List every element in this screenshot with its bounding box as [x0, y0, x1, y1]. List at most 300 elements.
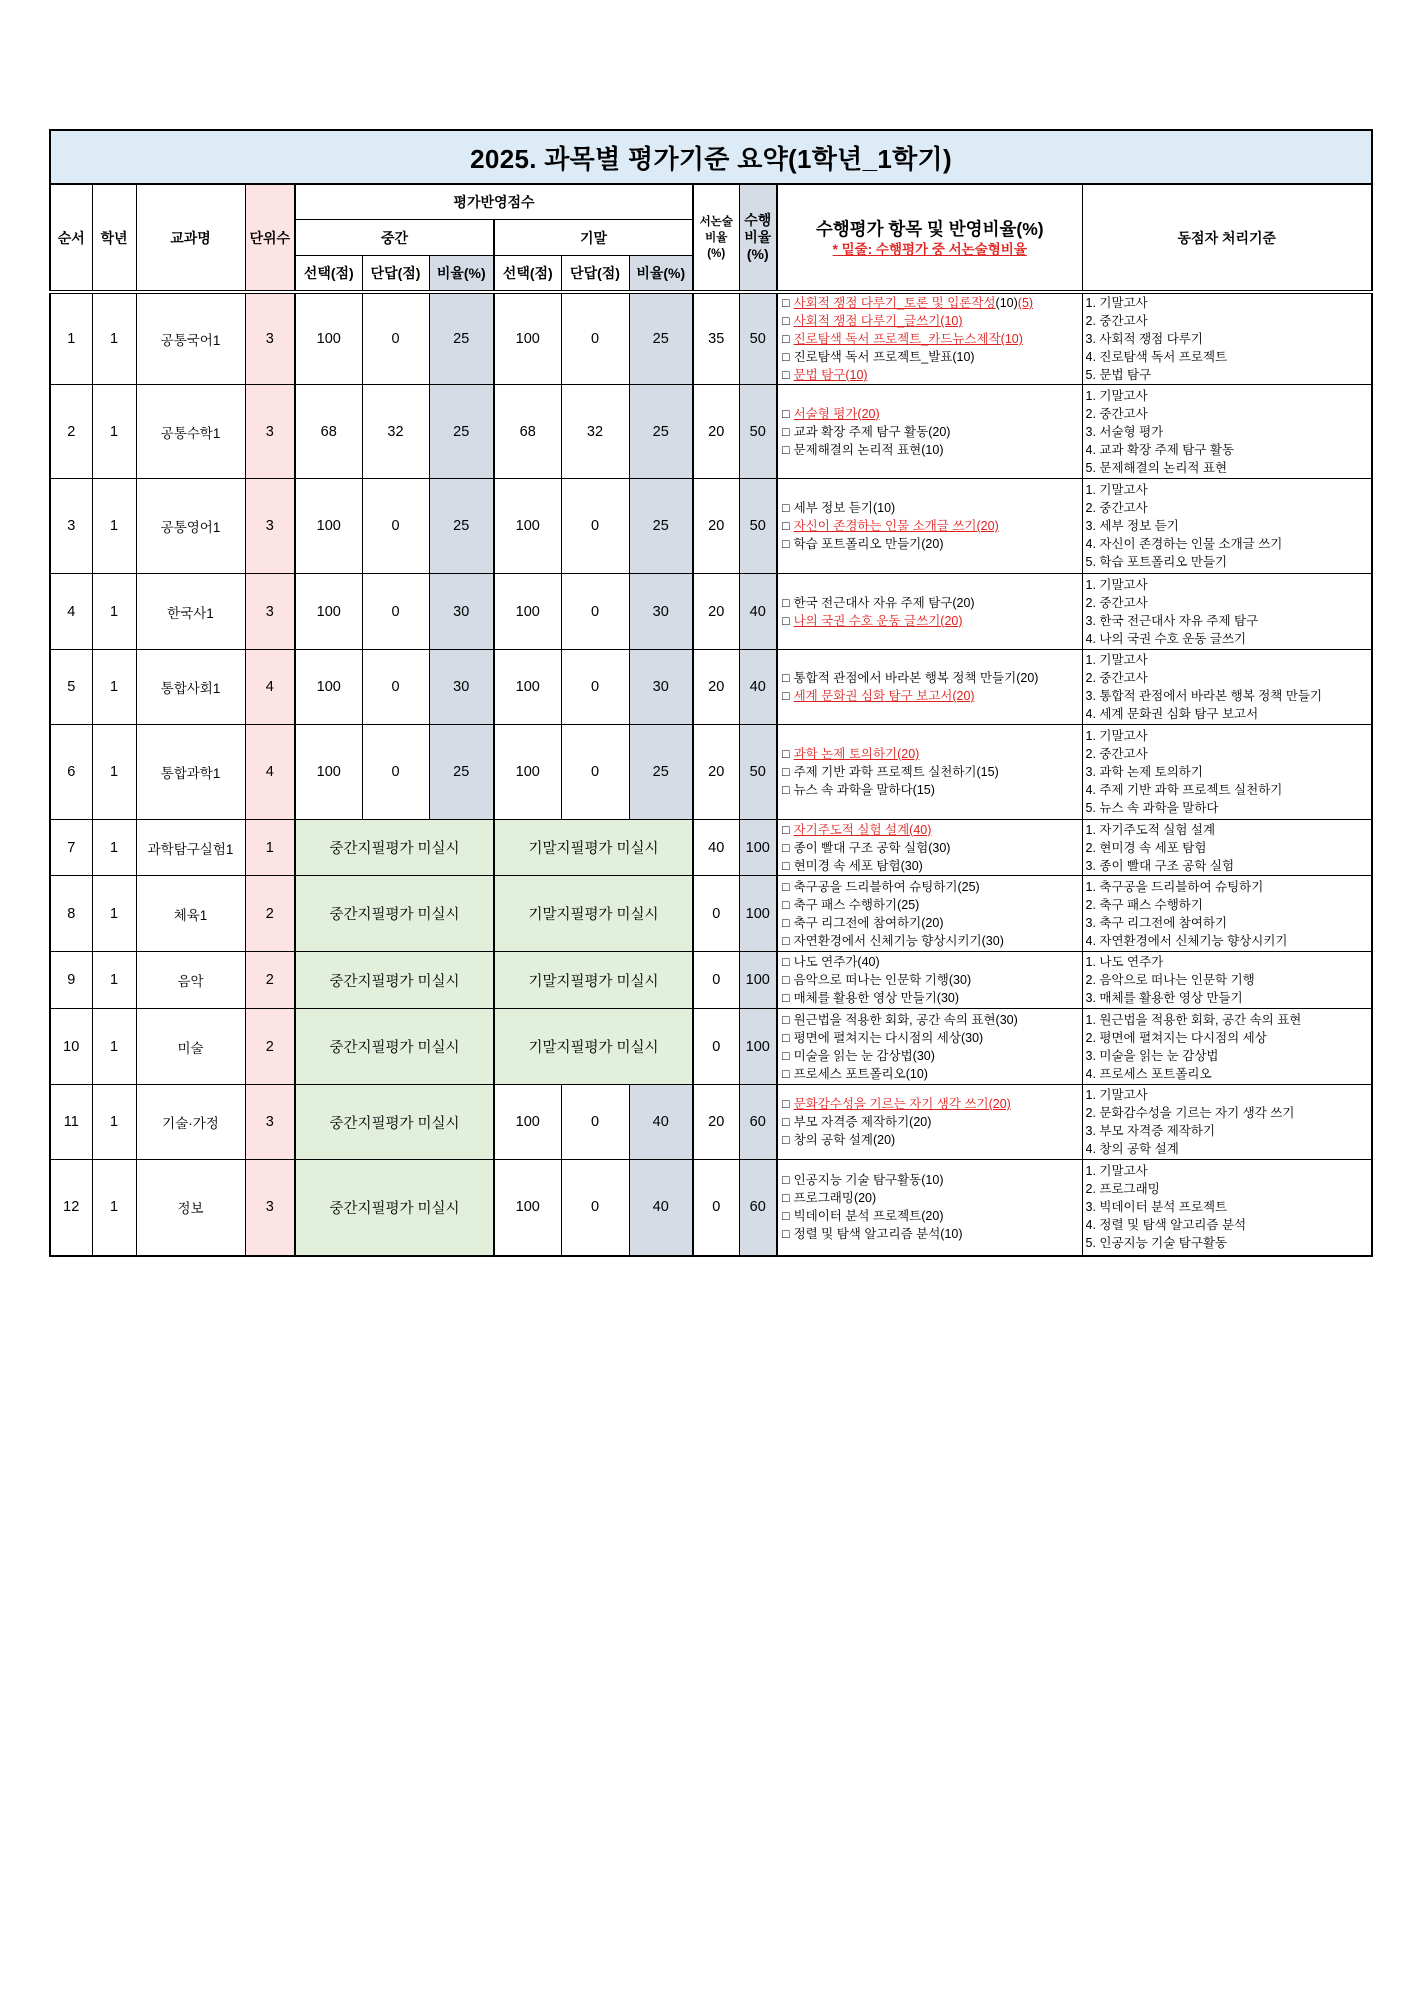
- evaluation-summary-table: [49, 129, 1373, 1257]
- subject-cell: 공통수학1: [136, 385, 245, 479]
- essay-item-text: (5): [1017, 296, 1034, 310]
- essay-ratio-cell: 0: [693, 876, 739, 952]
- performance-item: [782, 971, 1082, 989]
- performance-item: [782, 1029, 1082, 1047]
- performance-item: [782, 330, 1082, 348]
- checkbox-icon: □: [782, 955, 790, 969]
- essay-item-text: 과학 논제 토의하기(20): [793, 747, 920, 761]
- item-text: 프로세스 포트폴리오(10): [793, 1066, 928, 1081]
- midterm-select-score: 100: [295, 292, 362, 385]
- item-text: 종이 빨대 구조 공학 실험(30): [793, 840, 951, 855]
- final-short-answer-score: 0: [561, 1085, 629, 1160]
- checkbox-icon: □: [782, 1209, 790, 1224]
- checkbox-icon: □: [782, 897, 790, 912]
- checkbox-icon: □: [782, 350, 790, 364]
- tiebreak-rule: 1. 원근법을 적용한 회화, 공간 속의 표현: [1085, 1012, 1302, 1027]
- item-text: 미술을 읽는 눈 감상법(30): [793, 1048, 935, 1063]
- performance-item: [782, 1095, 1082, 1113]
- table-row: [50, 574, 1372, 650]
- midterm-ratio: 25: [429, 479, 494, 574]
- table-row: [50, 1085, 1372, 1160]
- units-cell: 4: [245, 725, 295, 820]
- item-text: 나도 연주가(40): [793, 955, 880, 969]
- final-short-answer-score: 0: [561, 650, 629, 725]
- item-text: (10): [995, 296, 1018, 310]
- performance-item: [782, 1131, 1082, 1149]
- performance-ratio-cell: 50: [739, 479, 777, 574]
- item-text: 진로탐색 독서 프로젝트_발표(10): [793, 350, 975, 364]
- tiebreak-rule: 4. 자신이 존경하는 인물 소개글 쓰기: [1085, 537, 1283, 551]
- performance-item: [782, 781, 1082, 799]
- item-text: 인공지능 기술 탐구활동(10): [793, 1173, 944, 1188]
- performance-item: [782, 687, 1082, 705]
- performance-ratio-cell: 40: [739, 650, 777, 725]
- grade-cell: 1: [92, 1009, 136, 1085]
- item-text: 세부 정보 듣기(10): [793, 501, 896, 515]
- performance-item: [782, 441, 1082, 459]
- performance-items-cell: [777, 952, 1082, 1009]
- final-ratio: 30: [629, 650, 693, 725]
- performance-item: [782, 932, 1082, 950]
- item-text: 평면에 펼쳐지는 다시점의 세상(30): [793, 1030, 984, 1045]
- header-performance-items: [777, 184, 1082, 292]
- tiebreak-rule: 1. 자기주도적 실험 설계: [1085, 822, 1216, 837]
- final-short-answer-score: 0: [561, 479, 629, 574]
- midterm-select-score: 100: [295, 574, 362, 650]
- essay-ratio-cell: 20: [693, 385, 739, 479]
- grade-cell: 1: [92, 820, 136, 876]
- performance-item: [782, 1207, 1082, 1225]
- checkbox-icon: □: [782, 973, 790, 987]
- tiebreak-rule: 1. 기말고사: [1085, 388, 1148, 403]
- order-cell: 2: [50, 385, 92, 479]
- midterm-short-answer-score: 0: [362, 574, 429, 650]
- performance-item: [782, 989, 1082, 1007]
- subject-cell: 정보: [136, 1160, 245, 1256]
- final-select-score: 100: [494, 1160, 561, 1256]
- performance-items-cell: [777, 820, 1082, 876]
- final-not-held-cell: 기말지필평가 미실시: [494, 820, 693, 876]
- checkbox-icon: □: [782, 1227, 790, 1242]
- performance-item: [782, 517, 1082, 535]
- tiebreak-rule: 3. 통합적 관점에서 바라본 행복 정책 만들기: [1085, 689, 1323, 703]
- checkbox-icon: □: [782, 368, 790, 382]
- performance-ratio-cell: 50: [739, 292, 777, 385]
- tiebreak-rule: 1. 기말고사: [1085, 577, 1148, 592]
- essay-item-text: 문화감수성을 기르는 자기 생각 쓰기(20): [793, 1097, 1011, 1111]
- performance-item: [782, 953, 1082, 971]
- grade-cell: 1: [92, 385, 136, 479]
- tiebreak-rule: 5. 문법 탐구: [1085, 368, 1152, 382]
- item-text: 매체를 활용한 영상 만들기(30): [793, 991, 960, 1005]
- midterm-ratio: 30: [429, 650, 494, 725]
- final-short-answer-score: 0: [561, 292, 629, 385]
- tiebreak-rule: 1. 기말고사: [1085, 1164, 1148, 1179]
- essay-item-text: 세계 문화권 심화 탐구 보고서(20): [793, 689, 975, 703]
- tiebreak-cell: [1082, 479, 1372, 574]
- tiebreak-rule: 2. 음악으로 떠나는 인문학 기행: [1085, 973, 1255, 987]
- performance-item: [782, 348, 1082, 366]
- essay-item-text: 진로탐색 독서 프로젝트_카드뉴스제작(10): [793, 332, 1023, 346]
- table-row: [50, 725, 1372, 820]
- performance-item: [782, 763, 1082, 781]
- checkbox-icon: □: [782, 765, 790, 779]
- tiebreak-cell: [1082, 725, 1372, 820]
- tiebreak-rule: 3. 과학 논제 토의하기: [1085, 765, 1203, 779]
- item-text: 문제해결의 논리적 표현(10): [793, 442, 944, 457]
- essay-ratio-cell: 40: [693, 820, 739, 876]
- performance-item: [782, 1113, 1082, 1131]
- header-tiebreak: 동점자 처리기준: [1082, 184, 1372, 292]
- units-cell: 2: [245, 952, 295, 1009]
- performance-ratio-cell: 40: [739, 574, 777, 650]
- checkbox-icon: □: [782, 519, 790, 533]
- item-text: 부모 자격증 제작하기(20): [793, 1115, 932, 1129]
- tiebreak-rule: 2. 프로그래밍: [1085, 1182, 1160, 1197]
- order-cell: 12: [50, 1160, 92, 1256]
- item-text: 한국 전근대사 자유 주제 탐구(20): [793, 595, 975, 610]
- item-text: 자연환경에서 신체기능 향상시키기(30): [793, 933, 1004, 948]
- order-cell: 11: [50, 1085, 92, 1160]
- item-text: 현미경 속 세포 탐험(30): [793, 858, 923, 873]
- order-cell: 4: [50, 574, 92, 650]
- subject-cell: 한국사1: [136, 574, 245, 650]
- checkbox-icon: □: [782, 537, 790, 551]
- final-ratio: 25: [629, 292, 693, 385]
- essay-ratio-cell: 20: [693, 725, 739, 820]
- checkbox-icon: □: [782, 1030, 790, 1045]
- essay-ratio-cell: 20: [693, 479, 739, 574]
- header-essay-ratio: 서논술 비율 (%): [693, 184, 739, 292]
- header-grade: 학년: [92, 184, 136, 292]
- tiebreak-rule: 1. 기말고사: [1085, 1088, 1148, 1102]
- performance-item: [782, 1171, 1082, 1189]
- performance-item: [782, 1225, 1082, 1243]
- midterm-short-answer-score: 32: [362, 385, 429, 479]
- final-select-score: 100: [494, 725, 561, 820]
- performance-ratio-cell: 100: [739, 876, 777, 952]
- final-short-answer-score: 0: [561, 1160, 629, 1256]
- tiebreak-rule: 2. 중간고사: [1085, 314, 1148, 328]
- performance-item: [782, 312, 1082, 330]
- header-performance-ratio: 수행 비율 (%): [739, 184, 777, 292]
- essay-ratio-cell: 20: [693, 1085, 739, 1160]
- performance-item: [782, 878, 1082, 896]
- midterm-select-score: 100: [295, 725, 362, 820]
- tiebreak-rule: 3. 종이 빨대 구조 공학 실험: [1085, 858, 1235, 873]
- midterm-select-score: 100: [295, 479, 362, 574]
- order-cell: 6: [50, 725, 92, 820]
- final-select-score: 100: [494, 1085, 561, 1160]
- checkbox-icon: □: [782, 1097, 790, 1111]
- performance-item: [782, 857, 1082, 875]
- tiebreak-rule: 2. 중간고사: [1085, 406, 1148, 421]
- final-ratio: 25: [629, 479, 693, 574]
- order-cell: 3: [50, 479, 92, 574]
- final-select-score: 100: [494, 292, 561, 385]
- item-text: 창의 공학 설계(20): [793, 1133, 896, 1147]
- midterm-not-held-cell: 중간지필평가 미실시: [295, 820, 494, 876]
- units-cell: 2: [245, 1009, 295, 1085]
- tiebreak-rule: 2. 중간고사: [1085, 671, 1148, 685]
- checkbox-icon: □: [782, 296, 790, 310]
- tiebreak-rule: 1. 기말고사: [1085, 653, 1148, 667]
- header-order: 순서: [50, 184, 92, 292]
- tiebreak-rule: 1. 기말고사: [1085, 483, 1148, 497]
- header-midterm: 중간: [295, 220, 494, 256]
- checkbox-icon: □: [782, 1066, 790, 1081]
- midterm-ratio: 30: [429, 574, 494, 650]
- checkbox-icon: □: [782, 314, 790, 328]
- header-score-reflection: 평가반영점수: [295, 184, 693, 220]
- tiebreak-rule: 2. 중간고사: [1085, 747, 1148, 761]
- final-ratio: 25: [629, 725, 693, 820]
- checkbox-icon: □: [782, 822, 790, 837]
- units-cell: 1: [245, 820, 295, 876]
- order-cell: 10: [50, 1009, 92, 1085]
- essay-ratio-cell: 35: [693, 292, 739, 385]
- order-cell: 7: [50, 820, 92, 876]
- item-text: 교과 확장 주제 탐구 활동(20): [793, 424, 951, 439]
- table-row: [50, 1009, 1372, 1085]
- performance-ratio-cell: 50: [739, 725, 777, 820]
- tiebreak-rule: 5. 학습 포트폴리오 만들기: [1085, 555, 1228, 569]
- performance-items-cell: [777, 479, 1082, 574]
- performance-items-cell: [777, 1009, 1082, 1085]
- performance-item: [782, 914, 1082, 932]
- midterm-not-held-cell: 중간지필평가 미실시: [295, 876, 494, 952]
- performance-item: [782, 839, 1082, 857]
- performance-ratio-cell: 50: [739, 385, 777, 479]
- final-not-held-cell: 기말지필평가 미실시: [494, 876, 693, 952]
- header-midterm-ratio: 비율(%): [429, 256, 494, 293]
- tiebreak-rule: 1. 나도 연주가: [1085, 955, 1164, 969]
- units-cell: 3: [245, 1160, 295, 1256]
- checkbox-icon: □: [782, 747, 790, 761]
- essay-ratio-cell: 0: [693, 1160, 739, 1256]
- order-cell: 5: [50, 650, 92, 725]
- grade-cell: 1: [92, 876, 136, 952]
- subject-cell: 미술: [136, 1009, 245, 1085]
- performance-items-cell: [777, 385, 1082, 479]
- final-short-answer-score: 0: [561, 574, 629, 650]
- table-row: [50, 876, 1372, 952]
- table-row: [50, 385, 1372, 479]
- subject-cell: 공통영어1: [136, 479, 245, 574]
- performance-item: [782, 294, 1082, 312]
- item-text: 정렬 및 탐색 알고리즘 분석(10): [793, 1227, 963, 1242]
- performance-items-cell: [777, 292, 1082, 385]
- subject-cell: 통합사회1: [136, 650, 245, 725]
- tiebreak-cell: [1082, 952, 1372, 1009]
- subject-cell: 과학탐구실험1: [136, 820, 245, 876]
- checkbox-icon: □: [782, 613, 790, 628]
- midterm-select-score: 100: [295, 650, 362, 725]
- performance-item: [782, 405, 1082, 423]
- checkbox-icon: □: [782, 424, 790, 439]
- item-text: 빅데이터 분석 프로젝트(20): [793, 1209, 944, 1224]
- checkbox-icon: □: [782, 406, 790, 421]
- grade-cell: 1: [92, 574, 136, 650]
- tiebreak-rule: 2. 평면에 펼쳐지는 다시점의 세상: [1085, 1030, 1267, 1045]
- header-final-short: 단답(점): [561, 256, 629, 293]
- final-ratio: 40: [629, 1085, 693, 1160]
- tiebreak-rule: 3. 한국 전근대사 자유 주제 탐구: [1085, 613, 1259, 628]
- order-cell: 1: [50, 292, 92, 385]
- table-row: [50, 952, 1372, 1009]
- checkbox-icon: □: [782, 991, 790, 1005]
- performance-item: [782, 896, 1082, 914]
- subject-cell: 체육1: [136, 876, 245, 952]
- tiebreak-cell: [1082, 650, 1372, 725]
- essay-item-text: 사회적 쟁점 다루기_토론 및 입론작성: [793, 296, 996, 310]
- subject-cell: 공통국어1: [136, 292, 245, 385]
- final-ratio: 25: [629, 385, 693, 479]
- midterm-select-score: 68: [295, 385, 362, 479]
- tiebreak-rule: 4. 주제 기반 과학 프로젝트 실천하기: [1085, 783, 1283, 797]
- essay-ratio-cell: 0: [693, 1009, 739, 1085]
- header-final: 기말: [494, 220, 693, 256]
- tiebreak-rule: 4. 자연환경에서 신체기능 향상시키기: [1085, 933, 1288, 948]
- units-cell: 3: [245, 1085, 295, 1160]
- tiebreak-rule: 4. 세계 문화권 심화 탐구 보고서: [1085, 707, 1259, 721]
- header-subject: 교과명: [136, 184, 245, 292]
- header-midterm-select: 선택(점): [295, 256, 362, 293]
- table-row: [50, 292, 1372, 385]
- checkbox-icon: □: [782, 783, 790, 797]
- midterm-short-answer-score: 0: [362, 292, 429, 385]
- performance-item: [782, 612, 1082, 630]
- performance-item: [782, 535, 1082, 553]
- item-text: 통합적 관점에서 바라본 행복 정책 만들기(20): [793, 671, 1039, 685]
- essay-ratio-cell: 20: [693, 650, 739, 725]
- final-not-held-cell: 기말지필평가 미실시: [494, 1009, 693, 1085]
- item-text: 프로그래밍(20): [793, 1191, 877, 1206]
- checkbox-icon: □: [782, 442, 790, 457]
- tiebreak-cell: [1082, 292, 1372, 385]
- grade-cell: 1: [92, 1160, 136, 1256]
- midterm-ratio: 25: [429, 725, 494, 820]
- midterm-not-held-cell: 중간지필평가 미실시: [295, 952, 494, 1009]
- tiebreak-rule: 2. 문화감수성을 기르는 자기 생각 쓰기: [1085, 1106, 1295, 1120]
- tiebreak-rule: 4. 프로세스 포트폴리오: [1085, 1066, 1212, 1081]
- checkbox-icon: □: [782, 840, 790, 855]
- performance-ratio-cell: 60: [739, 1160, 777, 1256]
- tiebreak-rule: 2. 중간고사: [1085, 501, 1148, 515]
- tiebreak-cell: [1082, 876, 1372, 952]
- grade-cell: 1: [92, 650, 136, 725]
- checkbox-icon: □: [782, 915, 790, 930]
- performance-item: [782, 366, 1082, 384]
- header-units: 단위수: [245, 184, 295, 292]
- tiebreak-rule: 4. 교과 확장 주제 탐구 활동: [1085, 442, 1235, 457]
- order-cell: 9: [50, 952, 92, 1009]
- tiebreak-rule: 2. 중간고사: [1085, 595, 1148, 610]
- performance-item: [782, 669, 1082, 687]
- tiebreak-cell: [1082, 385, 1372, 479]
- tiebreak-cell: [1082, 1085, 1372, 1160]
- checkbox-icon: □: [782, 671, 790, 685]
- grade-cell: 1: [92, 952, 136, 1009]
- final-select-score: 100: [494, 574, 561, 650]
- performance-ratio-cell: 60: [739, 1085, 777, 1160]
- essay-item-text: 사회적 쟁점 다루기_글쓰기(10): [793, 314, 963, 328]
- table-row: [50, 479, 1372, 574]
- final-select-score: 68: [494, 385, 561, 479]
- header-midterm-short: 단답(점): [362, 256, 429, 293]
- tiebreak-rule: 1. 축구공을 드리블하여 슈팅하기: [1085, 879, 1264, 894]
- final-not-held-cell: 기말지필평가 미실시: [494, 952, 693, 1009]
- checkbox-icon: □: [782, 858, 790, 873]
- essay-item-text: 나의 국권 수호 운동 글쓰기(20): [793, 613, 963, 628]
- tiebreak-rule: 3. 부모 자격증 제작하기: [1085, 1124, 1216, 1138]
- checkbox-icon: □: [782, 595, 790, 610]
- tiebreak-rule: 3. 매체를 활용한 영상 만들기: [1085, 991, 1243, 1005]
- checkbox-icon: □: [782, 1133, 790, 1147]
- essay-item-text: 문법 탐구(10): [793, 368, 868, 382]
- performance-item: [782, 499, 1082, 517]
- tiebreak-rule: 4. 나의 국권 수호 운동 글쓰기: [1085, 631, 1247, 646]
- header-final-select: 선택(점): [494, 256, 561, 293]
- tiebreak-rule: 2. 축구 패스 수행하기: [1085, 897, 1203, 912]
- performance-ratio-cell: 100: [739, 1009, 777, 1085]
- final-ratio: 40: [629, 1160, 693, 1256]
- item-text: 원근법을 적용한 회화, 공간 속의 표현(30): [793, 1012, 1018, 1027]
- units-cell: 3: [245, 479, 295, 574]
- midterm-not-held-cell: 중간지필평가 미실시: [295, 1085, 494, 1160]
- checkbox-icon: □: [782, 332, 790, 346]
- performance-items-title: 수행평가 항목 및 반영비율(%): [815, 218, 1044, 239]
- tiebreak-cell: [1082, 1009, 1372, 1085]
- tiebreak-rule: 1. 기말고사: [1085, 729, 1148, 743]
- performance-item: [782, 594, 1082, 612]
- tiebreak-rule: 3. 축구 리그전에 참여하기: [1085, 915, 1228, 930]
- performance-item: [782, 745, 1082, 763]
- performance-items-cell: [777, 1160, 1082, 1256]
- units-cell: 3: [245, 385, 295, 479]
- item-text: 주제 기반 과학 프로젝트 실천하기(15): [793, 765, 999, 779]
- performance-items-cell: [777, 725, 1082, 820]
- checkbox-icon: □: [782, 501, 790, 515]
- grade-cell: 1: [92, 1085, 136, 1160]
- essay-item-text: 자신이 존경하는 인물 소개글 쓰기(20): [793, 519, 999, 533]
- final-select-score: 100: [494, 479, 561, 574]
- table-row: [50, 820, 1372, 876]
- performance-ratio-cell: 100: [739, 952, 777, 1009]
- checkbox-icon: □: [782, 1115, 790, 1129]
- tiebreak-cell: [1082, 820, 1372, 876]
- midterm-short-answer-score: 0: [362, 479, 429, 574]
- tiebreak-rule: 1. 기말고사: [1085, 296, 1148, 310]
- tiebreak-cell: [1082, 1160, 1372, 1256]
- item-text: 축구 패스 수행하기(25): [793, 897, 920, 912]
- item-text: 학습 포트폴리오 만들기(20): [793, 537, 944, 551]
- checkbox-icon: □: [782, 1191, 790, 1206]
- performance-item: [782, 821, 1082, 839]
- midterm-short-answer-score: 0: [362, 725, 429, 820]
- units-cell: 2: [245, 876, 295, 952]
- table-row: [50, 650, 1372, 725]
- performance-item: [782, 1047, 1082, 1065]
- tiebreak-rule: 3. 미술을 읽는 눈 감상법: [1085, 1048, 1219, 1063]
- table-body: [50, 292, 1372, 1256]
- item-text: 축구 리그전에 참여하기(20): [793, 915, 944, 930]
- subject-cell: 음악: [136, 952, 245, 1009]
- final-short-answer-score: 32: [561, 385, 629, 479]
- performance-items-cell: [777, 1085, 1082, 1160]
- checkbox-icon: □: [782, 933, 790, 948]
- grade-cell: 1: [92, 725, 136, 820]
